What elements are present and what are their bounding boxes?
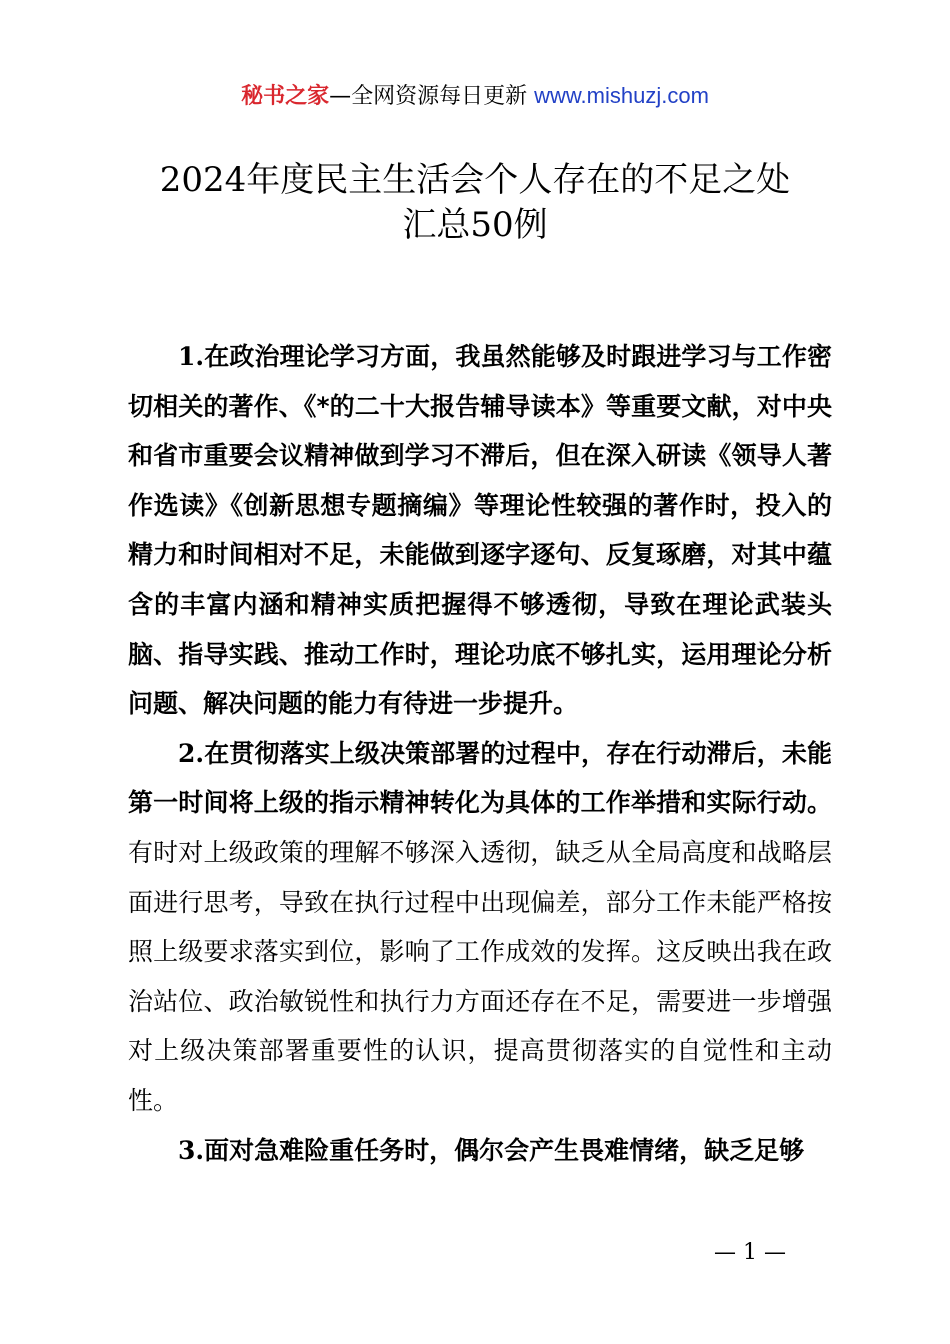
title-line-2: 汇总50例 (402, 205, 548, 245)
paragraph-bold-text: 在政治理论学习方面，我虽然能够及时跟进学习与工作密切相关的著作、《*的二十大报告辅导读本》等重要文献，对中央和省市重要会议精神做到学习不滞后，但在深入研读《领导人著作选读》《创新思想专题摘编》等理论性较强的著作时，投入的精力和时间相对不足，未能做到逐字逐句、反复琢磨，对其中蕴含的丰富内涵和精神实质把握得不够透彻，导致在理论武装头脑、指导实践、推动工作时，理论功底不够扎实，运用理论分析问题、解决问题的能力有待进一步提升。 (128, 342, 832, 719)
document-title (0, 158, 950, 248)
site-slogan: —全网资源每日更新 (329, 84, 528, 109)
site-banner (0, 80, 950, 113)
paragraph-number: 1. (178, 342, 205, 371)
paragraph-bold-text: 在贯彻落实上级决策部署的过程中，存在行动滞后，未能第一时间将上级的指示精神转化为具体的工作举措和实际行动。 (128, 738, 832, 818)
page-number: — 1 — (714, 1240, 786, 1265)
paragraph-number: 3. (178, 1135, 205, 1165)
document-body (128, 332, 832, 1175)
paragraph-1 (128, 332, 832, 729)
site-url-link[interactable]: www.mishuzj.com (534, 83, 709, 108)
paragraph-3 (128, 1126, 832, 1176)
paragraph-number: 2. (178, 738, 205, 768)
paragraph-normal-text: 有时对上级政策的理解不够深入透彻，缺乏从全局高度和战略层面进行思考，导致在执行过程中出现偏差，部分工作未能严格按照上级要求落实到位，影响了工作成效的发挥。这反映出我在政治站位、政治敏锐性和执行力方面还存在不足，需要进一步增强对上级决策部署重要性的认识，提高贯彻落实的自觉性和主动性。 (128, 837, 832, 1115)
site-brand: 秘书之家 (241, 84, 330, 109)
paragraph-bold-text: 面对急难险重任务时，偶尔会产生畏难情绪，缺乏足够 (204, 1135, 805, 1165)
title-line-1: 2024年度民主生活会个人存在的不足之处 (159, 160, 791, 200)
paragraph-2 (128, 729, 832, 1126)
